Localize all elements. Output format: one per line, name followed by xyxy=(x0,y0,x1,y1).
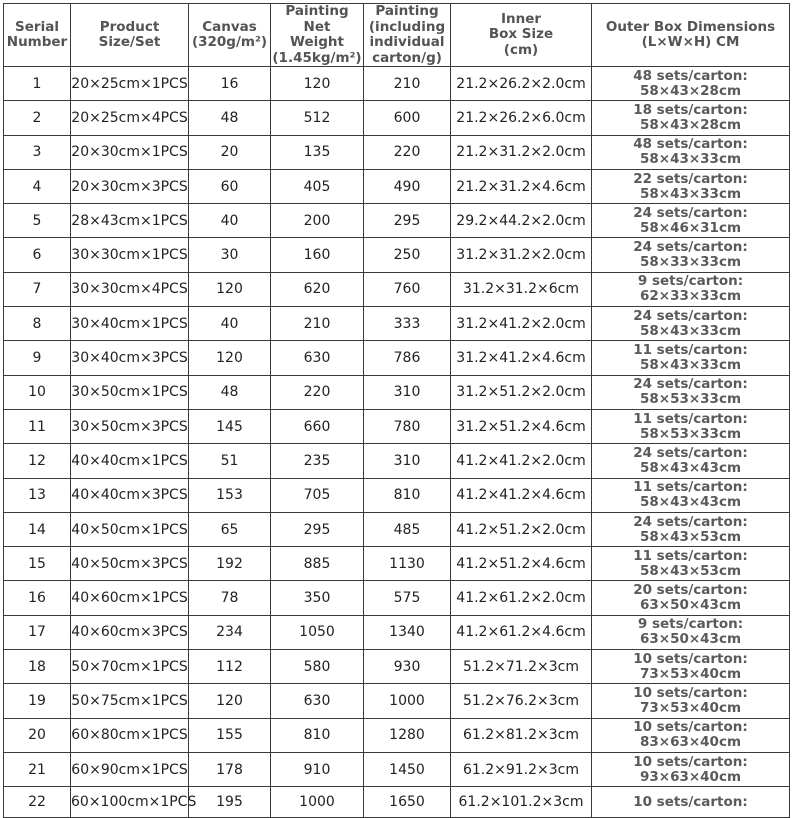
cell-canvas: 120 xyxy=(189,684,271,718)
cell-net-weight: 705 xyxy=(271,478,364,512)
cell-canvas: 120 xyxy=(189,272,271,306)
cell-including-carton: 1450 xyxy=(364,752,451,786)
cell-inner-box: 61.2×81.2×3cm xyxy=(451,718,592,752)
cell-serial: 17 xyxy=(4,615,71,649)
cell-canvas: 192 xyxy=(189,547,271,581)
packaging-spec-table xyxy=(3,3,790,818)
table-row xyxy=(4,615,790,649)
cell-product-size: 20×25cm×4PCS xyxy=(71,101,189,135)
cell-product-size: 30×40cm×1PCS xyxy=(71,307,189,341)
cell-net-weight: 630 xyxy=(271,684,364,718)
cell-product-size: 40×60cm×1PCS xyxy=(71,581,189,615)
cell-net-weight: 120 xyxy=(271,67,364,101)
table-header xyxy=(4,4,790,67)
cell-net-weight: 1050 xyxy=(271,615,364,649)
cell-serial: 1 xyxy=(4,67,71,101)
cell-inner-box: 31.2×41.2×2.0cm xyxy=(451,307,592,341)
table-row xyxy=(4,512,790,546)
header-product-size: Product Size/Set xyxy=(71,4,189,67)
table-row xyxy=(4,101,790,135)
cell-product-size: 40×40cm×3PCS xyxy=(71,478,189,512)
cell-inner-box: 51.2×71.2×3cm xyxy=(451,650,592,684)
cell-product-size: 30×50cm×3PCS xyxy=(71,409,189,443)
table-row xyxy=(4,272,790,306)
cell-canvas: 145 xyxy=(189,409,271,443)
cell-product-size: 60×80cm×1PCS xyxy=(71,718,189,752)
cell-net-weight: 295 xyxy=(271,512,364,546)
cell-net-weight: 160 xyxy=(271,238,364,272)
table-row xyxy=(4,135,790,169)
cell-including-carton: 930 xyxy=(364,650,451,684)
cell-canvas: 78 xyxy=(189,581,271,615)
cell-canvas: 234 xyxy=(189,615,271,649)
cell-outer-box: 18 sets/carton: 58×43×28cm xyxy=(592,101,790,135)
cell-outer-box: 24 sets/carton: 58×33×33cm xyxy=(592,238,790,272)
table-row xyxy=(4,787,790,818)
cell-net-weight: 350 xyxy=(271,581,364,615)
cell-net-weight: 580 xyxy=(271,650,364,684)
header-canvas: Canvas (320g/m²) xyxy=(189,4,271,67)
cell-net-weight: 235 xyxy=(271,444,364,478)
cell-including-carton: 1280 xyxy=(364,718,451,752)
cell-canvas: 48 xyxy=(189,375,271,409)
cell-outer-box: 11 sets/carton: 58×43×33cm xyxy=(592,341,790,375)
cell-outer-box: 20 sets/carton: 63×50×43cm xyxy=(592,581,790,615)
cell-canvas: 60 xyxy=(189,169,271,203)
cell-including-carton: 310 xyxy=(364,375,451,409)
cell-net-weight: 660 xyxy=(271,409,364,443)
cell-canvas: 40 xyxy=(189,204,271,238)
cell-product-size: 40×50cm×1PCS xyxy=(71,512,189,546)
cell-net-weight: 620 xyxy=(271,272,364,306)
cell-including-carton: 1130 xyxy=(364,547,451,581)
cell-product-size: 50×75cm×1PCS xyxy=(71,684,189,718)
cell-inner-box: 41.2×41.2×2.0cm xyxy=(451,444,592,478)
cell-serial: 3 xyxy=(4,135,71,169)
table-row xyxy=(4,547,790,581)
cell-inner-box: 21.2×31.2×4.6cm xyxy=(451,169,592,203)
cell-including-carton: 310 xyxy=(364,444,451,478)
cell-outer-box: 10 sets/carton: xyxy=(592,787,790,818)
cell-including-carton: 1340 xyxy=(364,615,451,649)
cell-serial: 6 xyxy=(4,238,71,272)
cell-net-weight: 810 xyxy=(271,718,364,752)
cell-inner-box: 41.2×61.2×4.6cm xyxy=(451,615,592,649)
cell-product-size: 20×30cm×3PCS xyxy=(71,169,189,203)
cell-inner-box: 51.2×76.2×3cm xyxy=(451,684,592,718)
header-including-carton: Painting (including individual carton/g) xyxy=(364,4,451,67)
cell-outer-box: 9 sets/carton: 63×50×43cm xyxy=(592,615,790,649)
cell-inner-box: 21.2×26.2×2.0cm xyxy=(451,67,592,101)
cell-canvas: 155 xyxy=(189,718,271,752)
cell-including-carton: 600 xyxy=(364,101,451,135)
table-row xyxy=(4,581,790,615)
cell-inner-box: 21.2×31.2×2.0cm xyxy=(451,135,592,169)
cell-including-carton: 575 xyxy=(364,581,451,615)
cell-inner-box: 61.2×91.2×3cm xyxy=(451,752,592,786)
cell-canvas: 16 xyxy=(189,67,271,101)
cell-inner-box: 29.2×44.2×2.0cm xyxy=(451,204,592,238)
cell-including-carton: 786 xyxy=(364,341,451,375)
table-row xyxy=(4,341,790,375)
cell-canvas: 178 xyxy=(189,752,271,786)
cell-including-carton: 810 xyxy=(364,478,451,512)
cell-serial: 13 xyxy=(4,478,71,512)
cell-canvas: 112 xyxy=(189,650,271,684)
cell-inner-box: 41.2×51.2×4.6cm xyxy=(451,547,592,581)
table-row xyxy=(4,478,790,512)
cell-product-size: 30×30cm×1PCS xyxy=(71,238,189,272)
cell-outer-box: 22 sets/carton: 58×43×33cm xyxy=(592,169,790,203)
cell-serial: 14 xyxy=(4,512,71,546)
cell-product-size: 20×30cm×1PCS xyxy=(71,135,189,169)
cell-including-carton: 250 xyxy=(364,238,451,272)
cell-including-carton: 210 xyxy=(364,67,451,101)
cell-including-carton: 333 xyxy=(364,307,451,341)
cell-net-weight: 405 xyxy=(271,169,364,203)
cell-product-size: 40×60cm×3PCS xyxy=(71,615,189,649)
cell-including-carton: 780 xyxy=(364,409,451,443)
cell-inner-box: 31.2×31.2×2.0cm xyxy=(451,238,592,272)
cell-inner-box: 41.2×61.2×2.0cm xyxy=(451,581,592,615)
header-inner-box: Inner Box Size (cm) xyxy=(451,4,592,67)
cell-product-size: 28×43cm×1PCS xyxy=(71,204,189,238)
cell-serial: 21 xyxy=(4,752,71,786)
cell-product-size: 30×30cm×4PCS xyxy=(71,272,189,306)
table-row xyxy=(4,650,790,684)
header-serial-number: Serial Number xyxy=(4,4,71,67)
cell-serial: 10 xyxy=(4,375,71,409)
cell-including-carton: 1000 xyxy=(364,684,451,718)
cell-serial: 20 xyxy=(4,718,71,752)
cell-outer-box: 24 sets/carton: 58×46×31cm xyxy=(592,204,790,238)
cell-inner-box: 31.2×51.2×2.0cm xyxy=(451,375,592,409)
cell-outer-box: 24 sets/carton: 58×43×43cm xyxy=(592,444,790,478)
table-row xyxy=(4,169,790,203)
cell-outer-box: 24 sets/carton: 58×53×33cm xyxy=(592,375,790,409)
cell-serial: 12 xyxy=(4,444,71,478)
cell-including-carton: 485 xyxy=(364,512,451,546)
cell-outer-box: 11 sets/carton: 58×43×53cm xyxy=(592,547,790,581)
cell-serial: 7 xyxy=(4,272,71,306)
cell-inner-box: 31.2×31.2×6cm xyxy=(451,272,592,306)
cell-serial: 8 xyxy=(4,307,71,341)
cell-serial: 4 xyxy=(4,169,71,203)
table-row xyxy=(4,375,790,409)
table-row xyxy=(4,204,790,238)
cell-inner-box: 61.2×101.2×3cm xyxy=(451,787,592,818)
cell-canvas: 195 xyxy=(189,787,271,818)
cell-net-weight: 200 xyxy=(271,204,364,238)
cell-serial: 15 xyxy=(4,547,71,581)
cell-product-size: 40×50cm×3PCS xyxy=(71,547,189,581)
cell-serial: 2 xyxy=(4,101,71,135)
cell-outer-box: 24 sets/carton: 58×43×33cm xyxy=(592,307,790,341)
cell-inner-box: 41.2×41.2×4.6cm xyxy=(451,478,592,512)
table-row xyxy=(4,238,790,272)
cell-serial: 18 xyxy=(4,650,71,684)
cell-including-carton: 295 xyxy=(364,204,451,238)
cell-outer-box: 10 sets/carton: 73×53×40cm xyxy=(592,650,790,684)
cell-net-weight: 210 xyxy=(271,307,364,341)
cell-canvas: 30 xyxy=(189,238,271,272)
cell-canvas: 40 xyxy=(189,307,271,341)
cell-including-carton: 220 xyxy=(364,135,451,169)
cell-product-size: 40×40cm×1PCS xyxy=(71,444,189,478)
cell-including-carton: 1650 xyxy=(364,787,451,818)
table-row xyxy=(4,752,790,786)
cell-inner-box: 31.2×41.2×4.6cm xyxy=(451,341,592,375)
cell-outer-box: 24 sets/carton: 58×43×53cm xyxy=(592,512,790,546)
cell-serial: 19 xyxy=(4,684,71,718)
cell-outer-box: 11 sets/carton: 58×53×33cm xyxy=(592,409,790,443)
cell-product-size: 30×40cm×3PCS xyxy=(71,341,189,375)
table-row xyxy=(4,409,790,443)
cell-outer-box: 10 sets/carton: 93×63×40cm xyxy=(592,752,790,786)
cell-canvas: 51 xyxy=(189,444,271,478)
cell-serial: 9 xyxy=(4,341,71,375)
cell-product-size: 60×90cm×1PCS xyxy=(71,752,189,786)
table-row xyxy=(4,307,790,341)
cell-inner-box: 41.2×51.2×2.0cm xyxy=(451,512,592,546)
cell-outer-box: 10 sets/carton: 73×53×40cm xyxy=(592,684,790,718)
cell-product-size: 50×70cm×1PCS xyxy=(71,650,189,684)
cell-product-size: 30×50cm×1PCS xyxy=(71,375,189,409)
cell-canvas: 65 xyxy=(189,512,271,546)
cell-canvas: 20 xyxy=(189,135,271,169)
cell-net-weight: 135 xyxy=(271,135,364,169)
cell-product-size: 60×100cm×1PCS xyxy=(71,787,189,818)
cell-inner-box: 21.2×26.2×6.0cm xyxy=(451,101,592,135)
cell-inner-box: 31.2×51.2×4.6cm xyxy=(451,409,592,443)
header-outer-box: Outer Box Dimensions (L×W×H) CM xyxy=(592,4,790,67)
cell-net-weight: 910 xyxy=(271,752,364,786)
cell-serial: 22 xyxy=(4,787,71,818)
cell-outer-box: 10 sets/carton: 83×63×40cm xyxy=(592,718,790,752)
cell-net-weight: 1000 xyxy=(271,787,364,818)
cell-serial: 11 xyxy=(4,409,71,443)
table-row xyxy=(4,718,790,752)
cell-outer-box: 48 sets/carton: 58×43×33cm xyxy=(592,135,790,169)
table-row xyxy=(4,444,790,478)
cell-net-weight: 220 xyxy=(271,375,364,409)
table-row xyxy=(4,67,790,101)
cell-outer-box: 48 sets/carton: 58×43×28cm xyxy=(592,67,790,101)
cell-net-weight: 630 xyxy=(271,341,364,375)
cell-outer-box: 9 sets/carton: 62×33×33cm xyxy=(592,272,790,306)
cell-outer-box: 11 sets/carton: 58×43×43cm xyxy=(592,478,790,512)
table-body xyxy=(4,67,790,818)
cell-product-size: 20×25cm×1PCS xyxy=(71,67,189,101)
cell-net-weight: 885 xyxy=(271,547,364,581)
cell-serial: 5 xyxy=(4,204,71,238)
cell-net-weight: 512 xyxy=(271,101,364,135)
cell-including-carton: 490 xyxy=(364,169,451,203)
table-row xyxy=(4,684,790,718)
cell-canvas: 48 xyxy=(189,101,271,135)
cell-canvas: 153 xyxy=(189,478,271,512)
header-net-weight: Painting Net Weight (1.45kg/m²) xyxy=(272,3,362,66)
cell-canvas: 120 xyxy=(189,341,271,375)
cell-serial: 16 xyxy=(4,581,71,615)
cell-including-carton: 760 xyxy=(364,272,451,306)
header-row xyxy=(4,4,790,67)
